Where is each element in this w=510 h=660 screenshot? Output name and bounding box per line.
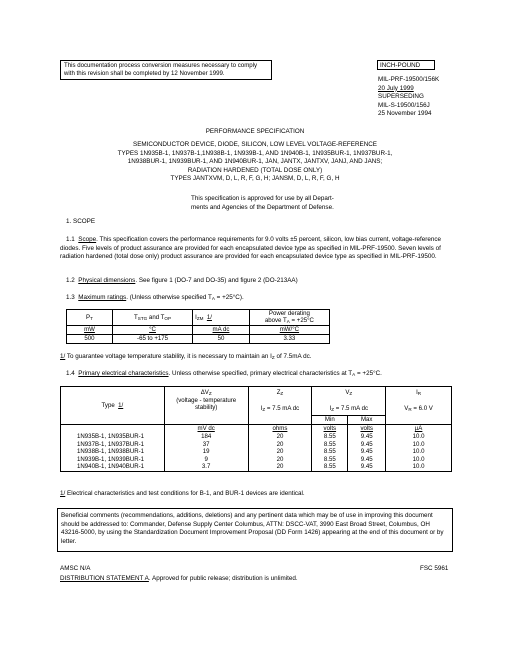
subscript: T [90,315,93,321]
paragraph-text: = +25°C). [214,294,244,301]
device-type-cell: 1N937B-1, 1N937BUR-1 [77,440,145,448]
electrical-characteristics-table [60,386,452,472]
subscript: Z [271,355,275,360]
device-type-cell: 1N938B-1, 1N938BUR-1 [77,448,145,455]
footnote-electrical [60,490,305,498]
device-type-cell: 1N940B-1, 1N940BUR-1 [77,463,145,470]
stability-cell: 3.7 [164,463,248,471]
paragraph-number: 1.2 [66,277,75,284]
subscript: ZM [196,315,204,321]
header-derating [249,310,329,326]
paragraph-text: . Unless otherwise specified, primary electrical characteristics at T [168,370,353,377]
header-current [193,310,250,326]
header-text: = 6.0 V [411,404,433,412]
superseded-date: 25 November 1994 [378,110,432,117]
paragraph-number: 1.1 [66,236,75,243]
table-row [61,448,452,456]
units-cell: volts [323,425,337,432]
reverse-current-cell: 10.0 [386,456,452,464]
units-cell: ohms [272,425,288,432]
units-cell: µA [414,425,423,432]
voltage-min-cell: 8.55 [312,433,348,441]
scope-heading-text: 1. SCOPE [66,218,96,225]
header-text: (voltage - temperature [176,396,237,404]
value-cell: -65 to +175 [112,334,192,343]
header-text: V [345,389,350,396]
footnote-text: of 7.5mA dc. [274,353,312,360]
impedance-cell: 20 [248,441,312,449]
paragraph-electrical-characteristics [66,370,382,378]
header-voltage-stability [164,387,248,425]
subscript: Z [331,406,334,412]
reverse-current-cell: 10.0 [386,441,452,449]
document-number: MIL-PRF-19500/156K [378,76,440,83]
paragraph-physical-dimensions [66,277,298,285]
impedance-cell: 20 [248,463,312,471]
voltage-min-cell: 8.55 [312,463,348,471]
header-zener-voltage [312,387,386,416]
title-line: TYPES JANTXVM, D, L, R, F, G, H; JANSM, D, L, R, F, G, H [170,175,340,183]
superseded-number: MIL-S-19500/156J [378,101,430,109]
voltage-min-cell: 8.55 [312,441,348,449]
header-text: Z [276,389,281,396]
spec-type-heading [0,128,510,136]
table-units-row [61,425,452,434]
subscript: Z [349,391,353,396]
reverse-current-cell: 10.0 [386,448,452,456]
footnote-text: To guarantee voltage temperature stability, it is necessary to maintain an I [65,353,272,360]
header-text: Type [101,401,115,409]
comments-text: Beneficial comments (recommendations, additions, deletions) and any pertinent data which may be of use in improving this document should be addressed to: Commander, Defense Supply Center Columbus, ATTN: DSCC-VAT, 3990 East Broad Street, Columbus, OH 43216-5000, by using the Standardization Document Improvement Proposal (DD Form 1426) appearing at the end of this document or by letter. [61,512,444,545]
value-cell: 3.33 [249,334,329,343]
header-text: above T [264,317,287,325]
paragraph-text: = +25°C. [355,370,382,377]
subscript: R [417,391,422,396]
footnote-mark: 1/ [60,490,66,497]
stability-cell: 37 [164,441,248,449]
paragraph-number: 1.4 [66,370,75,377]
impedance-cell: 20 [248,456,312,464]
reverse-current-cell: 10.0 [386,433,452,441]
header-text: T [134,313,138,321]
inch-pound-badge [377,60,435,70]
distribution-heading: DISTRIBUTION STATEMENT A [60,575,149,582]
table-row [61,441,452,449]
stability-cell: 19 [164,448,248,456]
stability-cell: 184 [164,433,248,441]
stability-cell: 9 [164,456,248,464]
subscript: R [408,406,412,412]
document-date: 20 July 1999 [378,84,414,92]
table-header-row [61,387,452,416]
table-values-row [67,334,330,343]
inch-pound-label: INCH-POUND [380,62,421,69]
units-cell: mW/°C [249,325,329,334]
approval-statement [191,195,391,212]
table-row [61,456,452,464]
units-cell: mA dc [193,325,250,334]
units-cell: mV dc [197,425,215,432]
header-min: Min [312,416,348,425]
header-impedance [248,387,312,425]
header-text: = +25°C [289,317,314,325]
header-text: stability) [194,403,218,411]
title-line: TYPES 1N935B-1, 1N937B-1,1N938B-1, 1N939B-1, AND 1N940B-1, 1N935BUR-1, 1N937BUR-1, [117,149,393,157]
paragraph-heading: Physical dimensions [78,277,136,284]
subscript: A [211,296,215,301]
header-max: Max [348,416,386,425]
footnote-ratings [60,353,311,361]
header-temperature [112,310,192,326]
subscript: A [286,319,290,325]
approval-line: This specification is approved for use by all Depart- [191,195,334,202]
header-text: and T [147,313,165,321]
title-line: 1N938BUR-1, 1N939BUR-1, AND 1N940BUR-1, JAN, JANTX, JANTXV, JANJ, AND JANS; [127,158,383,166]
header-reverse-current [386,387,452,425]
paragraph-number: 1.3 [66,294,75,301]
table-row [61,433,452,441]
header-text: P [86,313,91,321]
impedance-cell: 20 [248,433,312,441]
device-type-cell: 1N939B-1, 1N939BUR-1 [77,455,145,463]
paragraph-text: . This specification covers the performance requirements for 9.0 volts ±5 percent, silicon, low bias current, voltage-reference diodes. Five levels of product assurance are provided for each encapsulated device type as specified in MIL-PRF-19500. Seven levels of radiation hardened (total dose only) product assurance are provided for each encapsulated device type as specified in MIL-PRF-19500. [60,236,442,261]
units-cell: mW [67,325,113,334]
scope-heading [66,218,95,226]
fsc-text: FSC 5961 [420,565,449,572]
footnote-ref: 1/ [206,313,212,321]
subscript: Z [280,391,284,396]
superseding-label: SUPERSEDING [378,93,424,100]
document-identifier [378,76,488,119]
voltage-max-cell: 9.45 [348,463,386,471]
voltage-max-cell: 9.45 [348,433,386,441]
impedance-cell: 20 [248,448,312,456]
subscript: STG [137,315,148,321]
paragraph-heading: Maximum ratings [78,294,127,301]
header-text: I [329,404,332,412]
subscript: Z [262,406,266,412]
amsc-label [60,565,90,573]
revision-notice-box [60,60,272,80]
header-type [61,387,165,425]
paragraph-text: . See figure 1 (DO-7 and DO-35) and figure 2 (DO-213AA) [135,277,298,284]
distribution-statement [60,575,298,583]
voltage-max-cell: 9.45 [348,448,386,456]
title-line: SEMICONDUCTOR DEVICE, DIODE, SILICON, LOW LEVEL VOLTAGE-REFERENCE [133,141,377,148]
header-text: I [416,389,418,396]
paragraph-heading: Primary electrical characteristics [78,370,169,377]
amsc-text: AMSC N/A [60,565,91,572]
header-text: V [404,404,409,412]
header-text: = 7.5 mA dc [334,404,369,412]
value-cell: 50 [193,334,250,343]
header-text: I [260,404,263,412]
voltage-max-cell: 9.45 [348,441,386,449]
spec-type-text: PERFORMANCE SPECIFICATION [205,128,305,135]
table-units-row [67,325,330,334]
table-header-row [67,310,330,326]
paragraph-maximum-ratings [66,294,244,302]
voltage-max-cell: 9.45 [348,456,386,464]
voltage-min-cell: 8.55 [312,448,348,456]
approval-line: ments and Agencies of the Department of Defense. [191,203,334,211]
paragraph-scope [60,236,452,262]
comments-box [57,508,453,552]
footnote-text: Electrical characteristics and test conditions for B-1, and BUR-1 devices are identical. [65,490,305,497]
maximum-ratings-table [66,309,330,344]
subscript: OP [164,315,172,321]
revision-notice-text: This documentation process conversion measures necessary to comply with this revision shall be completed by 12 November 1999. [64,62,258,77]
paragraph-heading: Scope [78,236,97,243]
units-cell: volts [360,425,373,432]
device-type-cell: 1N935B-1, 1N935BUR-1 [77,433,145,440]
value-cell: 500 [67,334,113,343]
distribution-text: . Approved for public release; distribution is unlimited. [148,575,298,582]
title-line: RADIATION HARDENED (TOTAL DOSE ONLY) [187,166,323,174]
subscript: Z [208,391,212,396]
header-text: = 7.5 mA dc [265,404,300,412]
voltage-min-cell: 8.55 [312,456,348,464]
reverse-current-cell: 10.0 [386,463,452,471]
header-power [67,310,113,326]
header-text: I [195,313,197,321]
header-text: Power derating [268,310,310,317]
units-cell: °C [112,325,192,334]
footnote-mark: 1/ [60,353,66,360]
table-row [61,463,452,471]
footnote-ref: 1/ [118,401,124,409]
header-text: ΔV [200,389,209,396]
fsc-label [420,565,448,573]
subscript: A [352,372,356,377]
title-block [40,141,470,184]
paragraph-text: . (Unless otherwise specified T [126,294,212,301]
